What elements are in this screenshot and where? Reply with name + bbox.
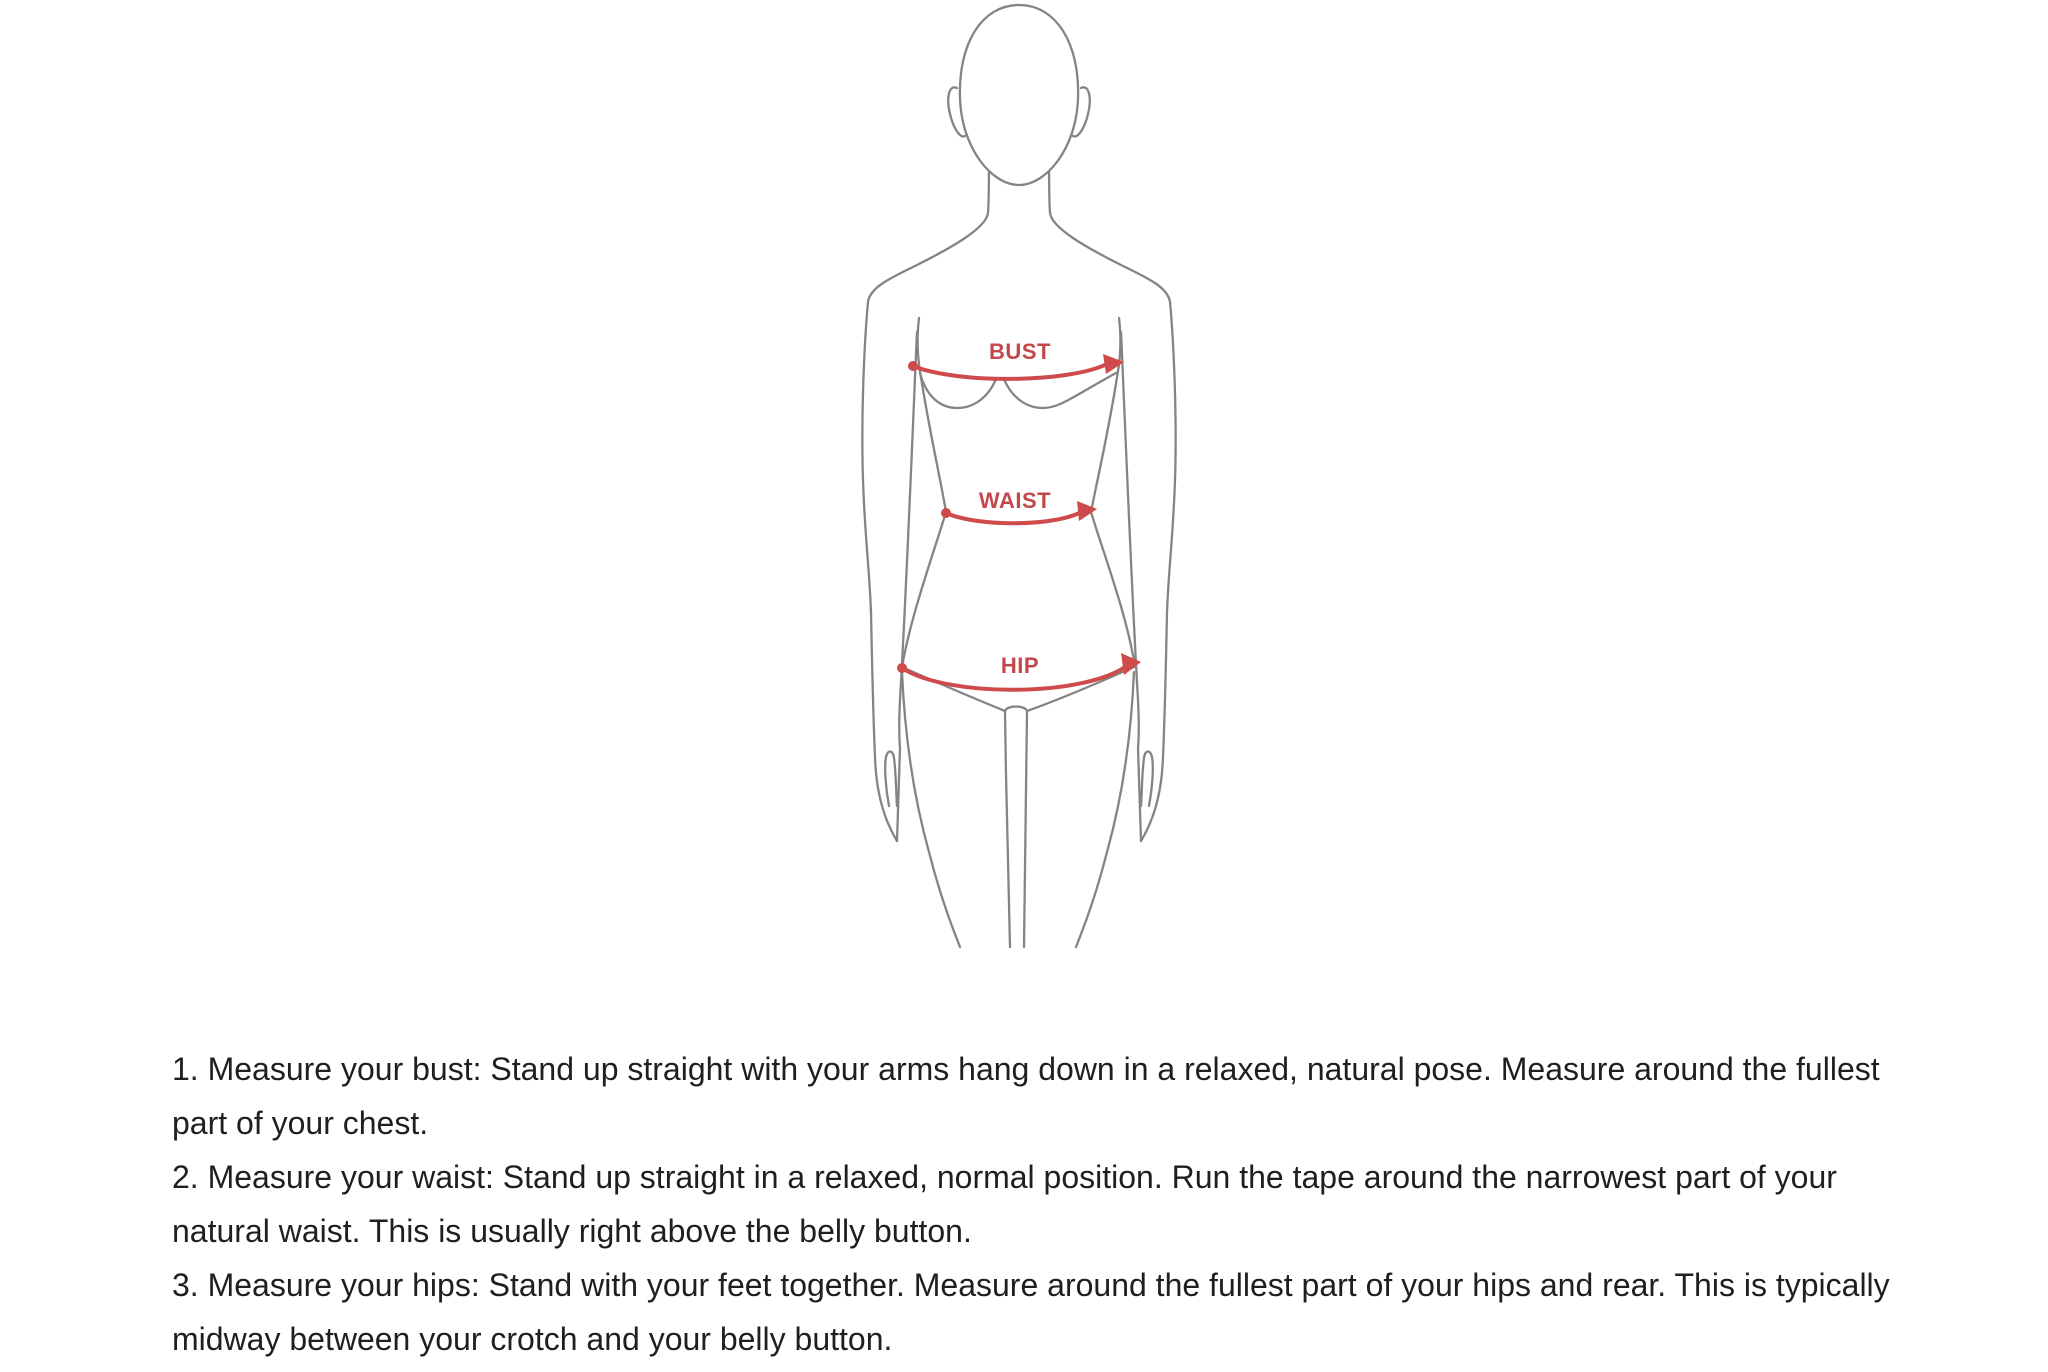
instruction-bust-line-2: part of your chest.: [172, 1105, 429, 1141]
bust-arc-start-dot: [908, 361, 918, 371]
inner-arm-left: [897, 332, 917, 841]
thumb-right: [1141, 751, 1153, 806]
measuring-instructions: [172, 1042, 1992, 1366]
inner-leg-right: [1024, 711, 1027, 947]
neck-shoulder-arm-right: [1049, 150, 1176, 841]
neck-shoulder-arm-left: [862, 150, 989, 841]
hip-label: HIP: [1000, 653, 1040, 678]
inner-leg-left: [1005, 711, 1010, 947]
instruction-bust-line-1: 1. Measure your bust: Stand up straight with your arms hang down in a relaxed, natural pose. Measure around the fullest: [172, 1051, 1880, 1087]
mannequin-figure: [853, 0, 1187, 960]
thumb-left: [885, 751, 897, 806]
body-measurement-diagram: [853, 0, 1187, 960]
armpit-fold-left: [918, 318, 920, 371]
instruction-hips: [172, 1258, 1992, 1366]
outer-leg-right: [1076, 672, 1134, 947]
instruction-hips-line-2: midway between your crotch and your belly button.: [172, 1321, 893, 1357]
outer-leg-left: [902, 672, 960, 947]
inner-arm-right: [1121, 332, 1141, 841]
instruction-waist-line-2: natural waist. This is usually right above the belly button.: [172, 1213, 972, 1249]
head-outline: [960, 5, 1078, 185]
instruction-waist: [172, 1150, 1992, 1258]
instruction-bust: [172, 1042, 1992, 1150]
bust-measure-arc: [913, 364, 1107, 379]
bust-label: BUST: [989, 339, 1051, 364]
hip-arc-start-dot: [897, 663, 907, 673]
waist-arc-start-dot: [941, 508, 951, 518]
instruction-waist-line-1: 2. Measure your waist: Stand up straight in a relaxed, normal position. Run the tape around the narrowest part of your: [172, 1159, 1837, 1195]
hip-arrowhead-icon: [1121, 653, 1141, 675]
waist-label: WAIST: [978, 488, 1052, 513]
instruction-hips-line-1: 3. Measure your hips: Stand with your feet together. Measure around the fullest part of your hips and rear. This is typically: [172, 1267, 1890, 1303]
crotch-line: [1005, 707, 1027, 712]
